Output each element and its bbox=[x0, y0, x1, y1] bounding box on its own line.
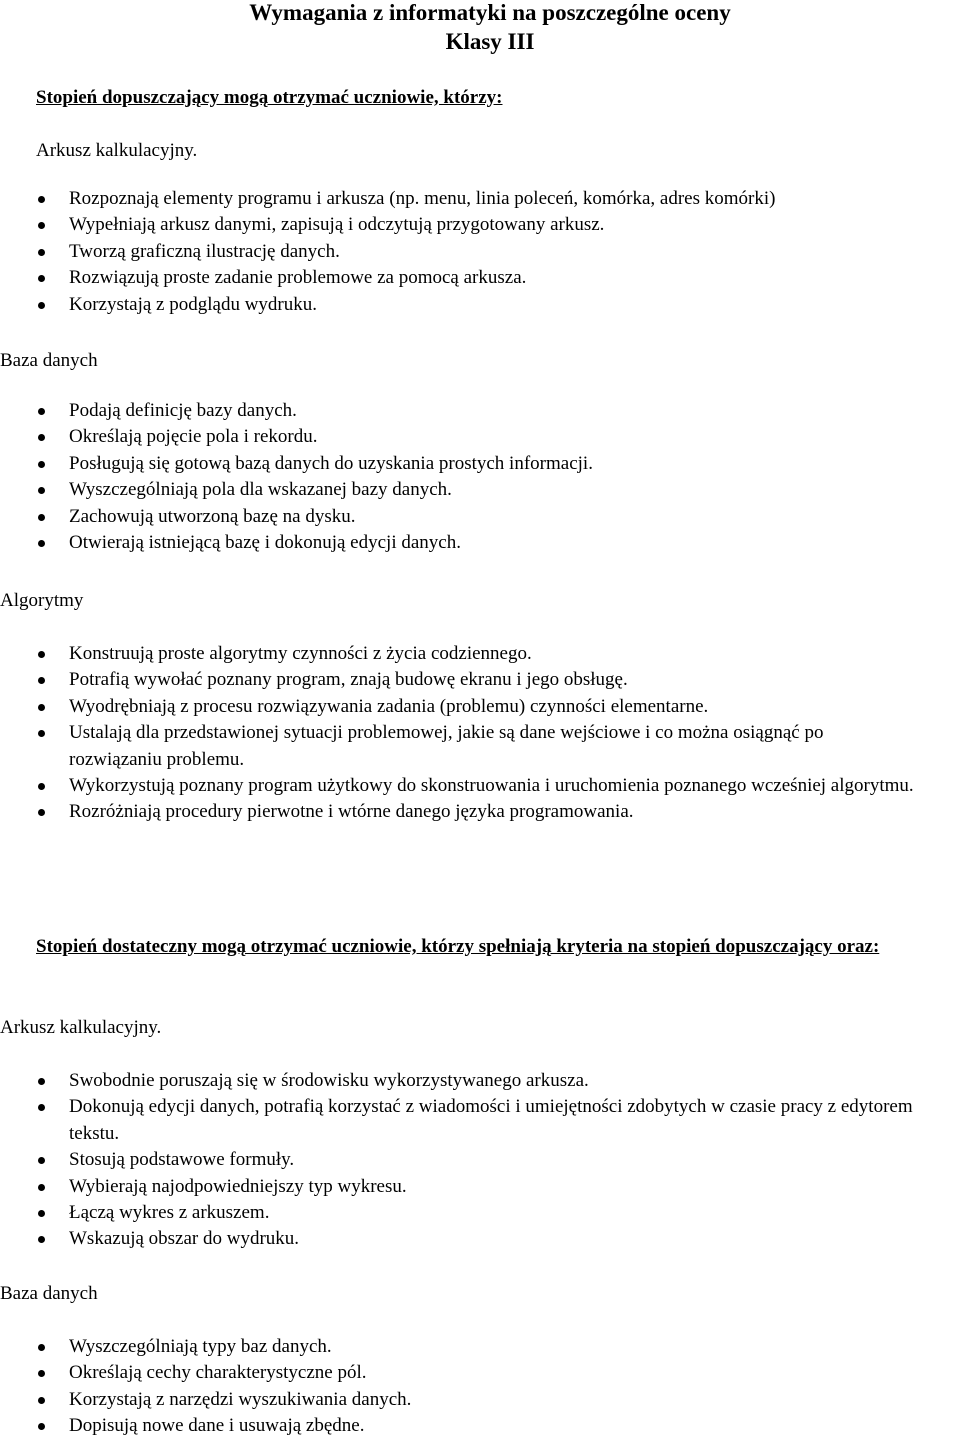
list-item: Rozróżniają procedury pierwotne i wtórne danego języka programowania. bbox=[0, 799, 960, 825]
bullet-icon bbox=[38, 487, 45, 494]
document-title: Wymagania z informatyki na poszczególne oceny bbox=[249, 0, 731, 25]
section-heading-baza-2: Baza danych bbox=[0, 1283, 98, 1304]
grade-heading-dopuszczajacy: Stopień dopuszczający mogą otrzymać uczniowie, którzy: bbox=[36, 87, 503, 108]
list-item: Wyszczególniają pola dla wskazanej bazy danych. bbox=[0, 477, 960, 503]
list-baza-2 bbox=[0, 1334, 960, 1440]
bullet-icon bbox=[38, 1184, 45, 1191]
list-item: Korzystają z podglądu wydruku. bbox=[0, 292, 960, 318]
bullet-icon bbox=[38, 730, 45, 737]
list-baza-1 bbox=[0, 398, 960, 556]
bullet-icon bbox=[38, 408, 45, 415]
section-heading-algorytmy: Algorytmy bbox=[0, 590, 84, 611]
bullet-icon bbox=[38, 1210, 45, 1217]
bullet-icon bbox=[38, 1236, 45, 1243]
bullet-icon bbox=[38, 1078, 45, 1085]
bullet-icon bbox=[38, 514, 45, 521]
section-heading-baza: Baza danych bbox=[0, 350, 98, 371]
bullet-icon bbox=[38, 196, 45, 203]
list-item: Dopisują nowe dane i usuwają zbędne. bbox=[0, 1413, 960, 1439]
bullet-icon bbox=[38, 275, 45, 282]
bullet-icon bbox=[38, 461, 45, 468]
list-item: Swobodnie poruszają się w środowisku wykorzystywanego arkusza. bbox=[0, 1068, 960, 1094]
bullet-icon bbox=[38, 249, 45, 256]
list-item: Posługują się gotową bazą danych do uzyskania prostych informacji. bbox=[0, 451, 960, 477]
bullet-icon bbox=[38, 1157, 45, 1164]
list-algorytmy-1 bbox=[0, 641, 960, 826]
bullet-icon bbox=[38, 651, 45, 658]
list-arkusz-1 bbox=[0, 186, 960, 318]
list-item: Rozwiązują proste zadanie problemowe za pomocą arkusza. bbox=[0, 265, 960, 291]
bullet-icon bbox=[38, 1104, 45, 1111]
bullet-icon bbox=[38, 809, 45, 816]
list-arkusz-2 bbox=[0, 1068, 960, 1253]
list-item: Konstruują proste algorytmy czynności z życia codziennego. bbox=[0, 641, 960, 667]
bullet-icon bbox=[38, 783, 45, 790]
list-item: Tworzą graficzną ilustrację danych. bbox=[0, 239, 960, 265]
list-item: Wyszczególniają typy baz danych. bbox=[0, 1334, 960, 1360]
list-item: Wyodrębniają z procesu rozwiązywania zadania (problemu) czynności elementarne. bbox=[0, 694, 960, 720]
list-item: Korzystają z narzędzi wyszukiwania danych. bbox=[0, 1387, 960, 1413]
bullet-icon bbox=[38, 1397, 45, 1404]
list-item: Wykorzystują poznany program użytkowy do skonstruowania i uruchomienia poznanego wcześniej algorytmu. bbox=[0, 773, 960, 799]
document-subtitle: Klasy III bbox=[445, 29, 535, 54]
bullet-icon bbox=[38, 1370, 45, 1377]
bullet-icon bbox=[38, 434, 45, 441]
list-item: Rozpoznają elementy programu i arkusza (np. menu, linia poleceń, komórka, adres komórki) bbox=[0, 186, 960, 212]
list-item: Określają cechy charakterystyczne pól. bbox=[0, 1360, 960, 1386]
list-item: Ustalają dla przedstawionej sytuacji problemowej, jakie są dane wejściowe i co można osiągnąć po rozwiązaniu problemu. bbox=[0, 720, 960, 773]
bullet-icon bbox=[38, 1344, 45, 1351]
list-item: Otwierają istniejącą bazę i dokonują edycji danych. bbox=[0, 530, 960, 556]
section-heading-arkusz-2: Arkusz kalkulacyjny. bbox=[0, 1017, 162, 1038]
bullet-icon bbox=[38, 302, 45, 309]
section-heading-arkusz: Arkusz kalkulacyjny. bbox=[36, 140, 198, 161]
bullet-icon bbox=[38, 222, 45, 229]
bullet-icon bbox=[38, 1423, 45, 1430]
list-item: Wybierają najodpowiedniejszy typ wykresu. bbox=[0, 1174, 960, 1200]
list-item: Określają pojęcie pola i rekordu. bbox=[0, 424, 960, 450]
list-item: Dokonują edycji danych, potrafią korzystać z wiadomości i umiejętności zdobytych w czasie pracy z edytorem tekstu. bbox=[0, 1094, 960, 1147]
list-item: Zachowują utworzoną bazę na dysku. bbox=[0, 504, 960, 530]
bullet-icon bbox=[38, 704, 45, 711]
list-item: Wskazują obszar do wydruku. bbox=[0, 1226, 960, 1252]
bullet-icon bbox=[38, 540, 45, 547]
list-item: Stosują podstawowe formuły. bbox=[0, 1147, 960, 1173]
grade-heading-dostateczny: Stopień dostateczny mogą otrzymać uczniowie, którzy spełniają kryteria na stopień dopuszczający oraz: bbox=[36, 936, 880, 957]
list-item: Wypełniają arkusz danymi, zapisują i odczytują przygotowany arkusz. bbox=[0, 212, 960, 238]
list-item: Łączą wykres z arkuszem. bbox=[0, 1200, 960, 1226]
list-item: Podają definicję bazy danych. bbox=[0, 398, 960, 424]
bullet-icon bbox=[38, 677, 45, 684]
list-item: Potrafią wywołać poznany program, znają budowę ekranu i jego obsługę. bbox=[0, 667, 960, 693]
